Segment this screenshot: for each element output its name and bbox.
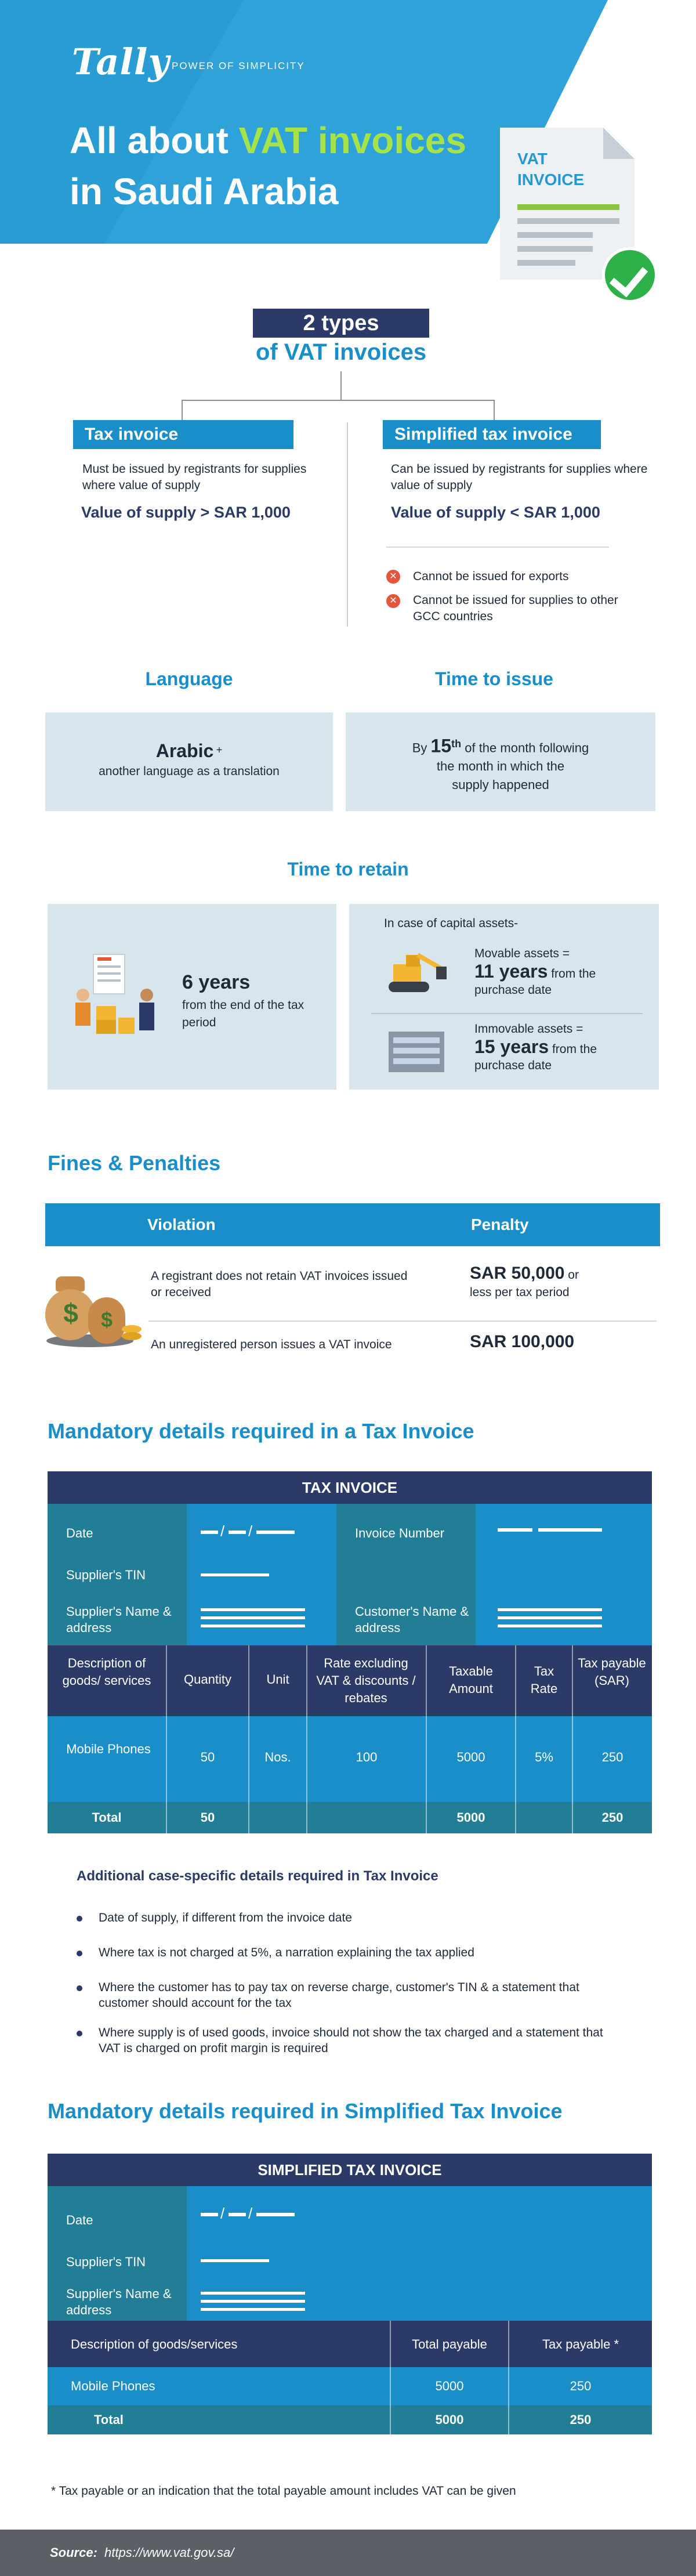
date-label: Date	[66, 1526, 93, 1540]
person-head	[140, 989, 153, 1001]
fine-violation-1: A registrant does not retain VAT invoices issued or received	[151, 1269, 408, 1299]
excavator-icon	[389, 950, 447, 997]
cell-tax-payable: 250	[570, 2379, 592, 2393]
additional-item: Date of supply, if different from the invoice date	[99, 1911, 352, 1924]
invoice-number-line	[498, 1528, 532, 1532]
col-description: Description of goods/services	[71, 2337, 238, 2351]
simplified-title: SIMPLIFIED TAX INVOICE	[48, 2154, 652, 2186]
box-icon	[96, 1020, 116, 1034]
divider	[386, 547, 609, 548]
cell-unit: Nos.	[264, 1750, 291, 1764]
tax-invoice-desc: Must be issued by registrants for supplies where value of supply	[82, 462, 307, 492]
tree-connector	[494, 400, 495, 421]
source-label: Source:	[50, 2545, 97, 2560]
additional-item: Where supply is of used goods, invoice should not show the tax charged and a statement that VAT is charged on profit margin is required	[99, 2026, 603, 2055]
col-penalty: Penalty	[471, 1215, 529, 1233]
doc-line	[517, 218, 619, 224]
simplified-footnote: * Tax payable or an indication that the total payable amount includes VAT can be given	[51, 2484, 516, 2498]
fine-penalty-amount-1: SAR 50,000	[470, 1264, 565, 1283]
total-quantity: 50	[200, 1810, 215, 1825]
person-body	[139, 1003, 154, 1030]
col-tax-rate: Tax Rate	[530, 1664, 558, 1696]
title-part1: All about	[70, 120, 239, 161]
building-icon	[389, 1032, 447, 1072]
time-to-issue-heading: Time to issue	[435, 668, 553, 689]
retain-capital-panel	[349, 904, 659, 1090]
movable-detail: from the purchase date	[474, 967, 596, 997]
supplier-tin-label: Supplier's TIN	[66, 2255, 146, 2269]
divider	[148, 1320, 657, 1322]
supplier-tin-line	[201, 2259, 269, 2262]
supplier-name-label: Supplier's Name & address	[66, 1604, 172, 1635]
fines-heading: Fines & Penalties	[48, 1151, 221, 1175]
cell-total-payable: 5000	[435, 2379, 464, 2393]
footer	[0, 2530, 696, 2576]
divider	[371, 1013, 643, 1014]
immovable-years: 15 years	[474, 1036, 549, 1057]
types-subtitle: of VAT invoices	[255, 339, 427, 365]
money-bag-icon: $ $	[41, 1276, 139, 1352]
cell-tax-payable: 250	[601, 1750, 624, 1764]
total-tax-payable: 250	[601, 1810, 624, 1825]
time-to-issue-text	[346, 735, 655, 794]
document-fold	[603, 128, 635, 159]
x-icon: ✕	[386, 594, 400, 608]
language-detail: another language as a translation	[99, 765, 280, 778]
fine-penalty-1	[470, 1265, 655, 1301]
language-heading: Language	[145, 668, 233, 689]
additional-heading: Additional case-specific details required in Tax Invoice	[77, 1868, 438, 1884]
immovable-label: Immovable assets =	[474, 1022, 583, 1036]
doc-line	[517, 246, 593, 252]
additional-item: Where tax is not charged at 5%, a narration explaining the tax applied	[99, 1946, 474, 1959]
tree-connector	[340, 371, 342, 400]
issue-by: By	[412, 740, 427, 755]
immovable-retention	[474, 1036, 648, 1074]
date-dash	[201, 1531, 218, 1534]
col-rate: Rate excluding VAT & discounts / rebates	[316, 1656, 416, 1705]
restriction-text: Cannot be issued for exports	[413, 570, 569, 583]
col-total-payable: Total payable	[412, 2337, 487, 2351]
cell-tax-rate: 5%	[535, 1750, 553, 1764]
retain-general-detail: from the end of the tax period	[182, 998, 304, 1029]
doc-line-red	[97, 957, 111, 961]
invoice-number-line	[538, 1528, 602, 1532]
illustration-title: VAT INVOICE	[517, 150, 585, 189]
box-icon	[96, 1006, 116, 1020]
cell-rate: 100	[356, 1750, 378, 1764]
handshake-illustration	[77, 954, 164, 1035]
restriction-text: Cannot be issued for supplies to other GCC countries	[413, 594, 618, 623]
retain-general-years: 6 years	[182, 971, 251, 993]
doc-line	[97, 972, 121, 975]
simplified-invoice-desc: Can be issued by registrants for supplies where value of supply	[391, 462, 648, 492]
issue-day-suffix: th	[451, 738, 462, 750]
date-dash	[229, 2213, 246, 2216]
cell-taxable-amount: 5000	[456, 1750, 485, 1764]
person-head	[77, 989, 89, 1001]
bullet	[77, 1951, 82, 1956]
supplier-name-label: Supplier's Name & address	[66, 2286, 172, 2317]
title-line2: in Saudi Arabia	[70, 171, 339, 212]
simplified-invoice-value: Value of supply < SAR 1,000	[391, 504, 600, 521]
col-unit: Unit	[266, 1672, 289, 1687]
tree-connector	[182, 400, 495, 401]
date-dash	[256, 1531, 295, 1534]
language-panel	[45, 712, 333, 811]
total-taxable-amount: 5000	[456, 1810, 485, 1825]
bullet	[77, 2031, 82, 2036]
box-icon	[118, 1018, 135, 1034]
cell-description: Mobile Phones	[71, 2379, 155, 2393]
date-dash	[201, 2213, 218, 2216]
supplier-tin-line	[201, 1573, 269, 1576]
doc-line	[97, 965, 121, 968]
customer-name-label: Customer's Name & address	[355, 1604, 469, 1635]
issue-day: 15	[430, 735, 452, 757]
cell-description: Mobile Phones	[66, 1742, 151, 1756]
tax-invoice-value: Value of supply > SAR 1,000	[81, 504, 291, 521]
checkmark-icon	[602, 247, 658, 303]
plus-sign: +	[216, 744, 223, 756]
person-body	[75, 1003, 90, 1026]
bullet	[77, 1916, 82, 1922]
doc-line	[517, 232, 593, 238]
source-link[interactable]: https://www.vat.gov.sa/	[104, 2545, 234, 2560]
capital-assets-intro: In case of capital assets-	[384, 917, 519, 930]
title-highlight: VAT invoices	[238, 120, 466, 161]
issue-rest-3: supply happened	[452, 777, 549, 793]
simplified-invoice-label: Simplified tax invoice	[383, 420, 601, 449]
col-tax-payable: Tax payable *	[542, 2337, 619, 2351]
movable-label: Movable assets =	[474, 947, 570, 960]
col-violation: Violation	[147, 1215, 216, 1233]
tax-invoice-title: TAX INVOICE	[48, 1471, 652, 1504]
date-label: Date	[66, 2213, 93, 2227]
vat-invoice-illustration	[500, 128, 651, 302]
immovable-detail: from the purchase date	[474, 1043, 597, 1072]
date-dash	[256, 2213, 295, 2216]
col-description: Description of goods/ services	[62, 1656, 151, 1688]
doc-line	[517, 260, 575, 266]
simplified-invoice-table: SIMPLIFIED TAX INVOICE Date / / Supplier's TIN Supplier's Name & address Description of goods/services Total payable Tax payable * Mobile Phones 5000 250 Total 5000 250	[48, 2154, 652, 2455]
col-tax-payable: Tax payable (SAR)	[578, 1656, 646, 1688]
cell-quantity: 50	[200, 1750, 215, 1764]
tax-invoice-table: TAX INVOICE Date / / Invoice Number Supplier's TIN Supplier's Name & address Customer's Name & address Description of goods/ services Quantity Unit Rate excluding VAT & discounts / rebates Taxable Amount Tax Rate Tax payable (SAR) Mobile Phones 50 Nos. 100 5000 5% 250 Total 50 5000 250	[48, 1471, 652, 1833]
retain-general-panel	[48, 904, 336, 1090]
tree-connector	[182, 400, 183, 421]
col-quantity: Quantity	[184, 1672, 231, 1687]
time-to-retain-heading: Time to retain	[287, 859, 409, 880]
types-count: 2 types	[253, 309, 429, 338]
tax-invoice-table-heading: Mandatory details required in a Tax Invoice	[48, 1419, 474, 1443]
total-label: Total	[94, 2412, 124, 2427]
language-arabic: Arabic	[155, 740, 214, 761]
fine-penalty-note-1: less per tax period	[470, 1286, 570, 1299]
fine-violation-2: An unregistered person issues a VAT invoice	[151, 1338, 392, 1351]
time-to-issue-panel	[346, 712, 655, 811]
total-tax-payable: 250	[570, 2412, 592, 2427]
doc-line-green	[517, 204, 619, 210]
total-payable: 5000	[435, 2412, 464, 2427]
bullet	[77, 1985, 82, 1991]
doc-line	[97, 979, 121, 982]
fine-penalty-amount-2: SAR 100,000	[470, 1332, 575, 1351]
column-divider	[347, 422, 348, 627]
date-dash	[229, 1531, 246, 1534]
issue-rest-2: the month in which the	[436, 759, 565, 774]
page-title	[70, 115, 466, 217]
movable-years: 11 years	[474, 961, 548, 982]
fines-table-header	[45, 1203, 660, 1246]
language-main	[45, 740, 333, 762]
movable-retention	[474, 963, 648, 998]
tagline: POWER OF SIMPLICITY	[172, 60, 305, 71]
total-label: Total	[92, 1810, 122, 1825]
invoice-number-label: Invoice Number	[355, 1526, 445, 1540]
supplier-tin-label: Supplier's TIN	[66, 1568, 146, 1582]
additional-item: Where the customer has to pay tax on reverse charge, customer's TIN & a statement that customer should account for the tax	[99, 1981, 579, 2010]
issue-rest-1: of the month following	[461, 740, 589, 755]
x-icon: ✕	[386, 570, 400, 584]
col-taxable-amount: Taxable Amount	[449, 1664, 493, 1696]
tax-invoice-label: Tax invoice	[73, 420, 293, 449]
tally-logo: Tally	[72, 41, 170, 83]
fine-penalty-suffix-1: or	[568, 1268, 579, 1282]
simplified-table-heading: Mandatory details required in Simplified Tax Invoice	[48, 2099, 563, 2123]
